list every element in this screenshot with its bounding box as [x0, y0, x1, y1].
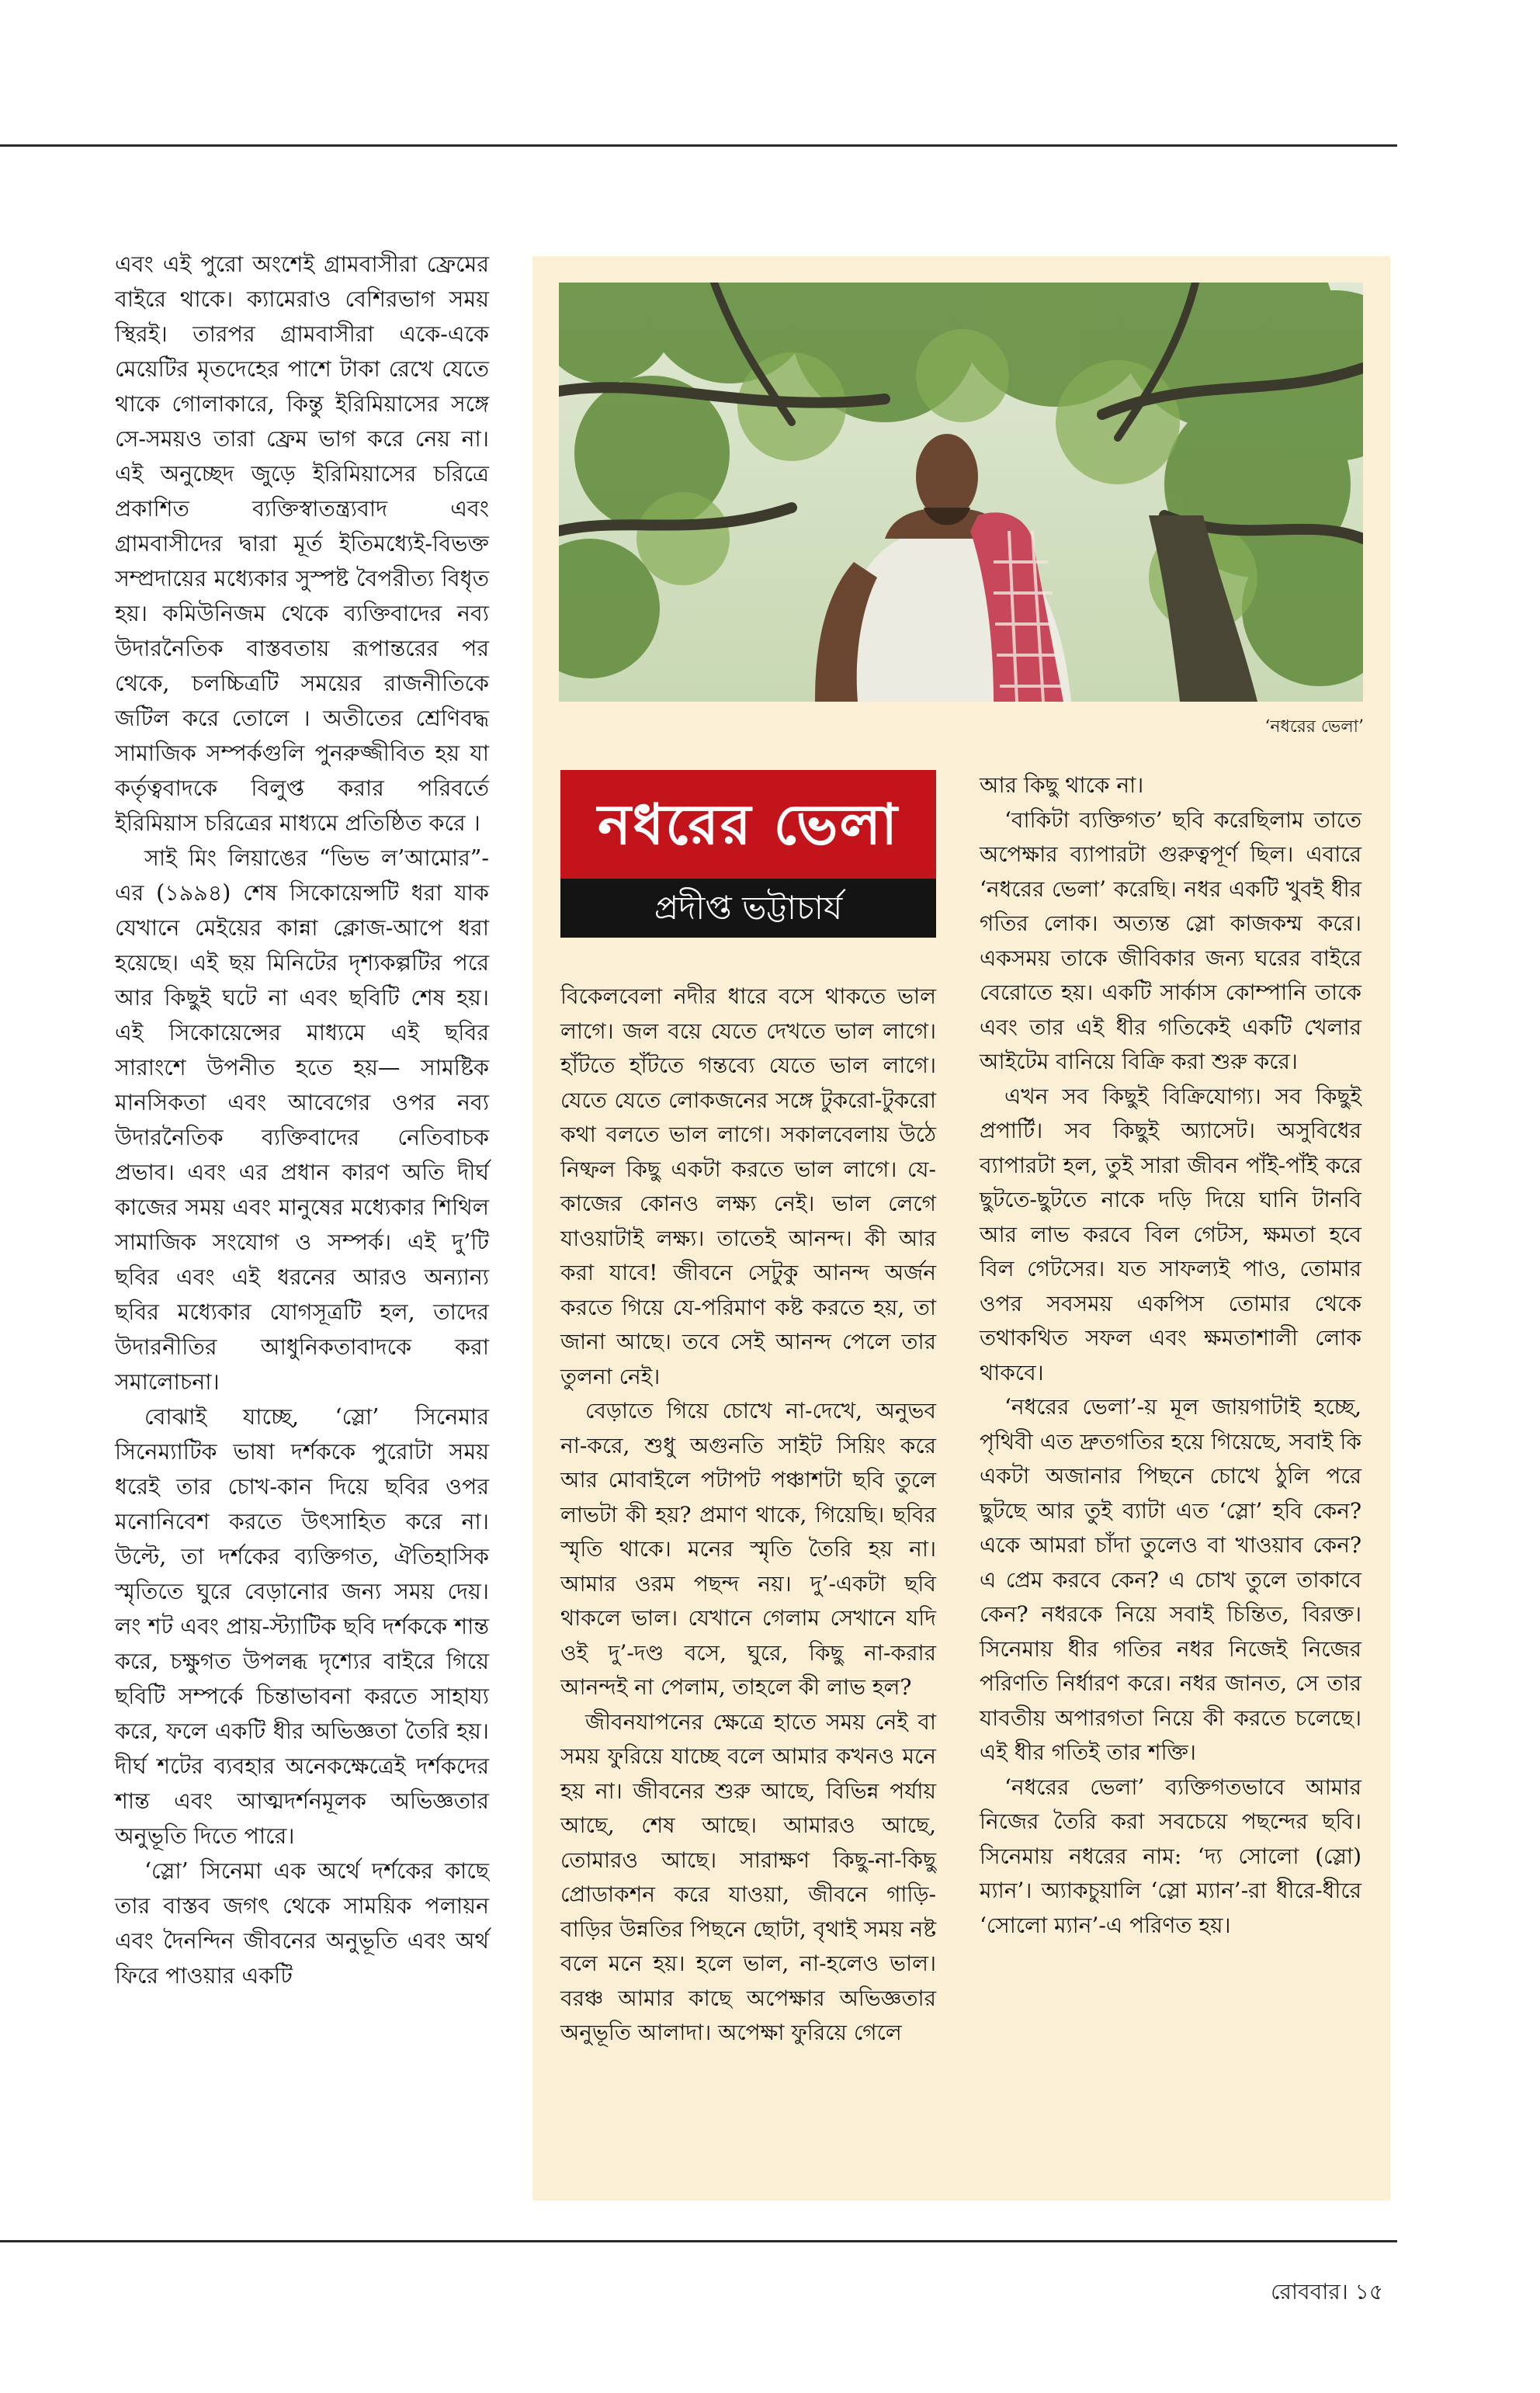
sidebar-middle-column [560, 980, 936, 2051]
paragraph: সাই মিং লিয়াঙের “ভিভ ল’আমোর”-এর (১৯৯৪) শেষ সিকোয়েন্সটি ধরা যাক যেখানে মেইয়ের কান্না ক্লোজ-আপে ধরা হয়েছে। এই ছয় মিনিটের দৃশ্যকল্পটির পরে আর কিছুই ঘটে না এবং ছবিটি শেষ হয়। এই সিকোয়েন্সের মাধ্যমে এই ছবির সারাংশে উপনীত হতে হয়— সামষ্টিক মানসিকতা এবং আবেগের ওপর নব্য উদারনৈতিক ব্যক্তিবাদের নেতিবাচক প্রভাব। এবং এর প্রধান কারণ অতি দীর্ঘ কাজের সময় এবং মানুষের মধ্যেকার শিথিল সামাজিক সংযোগ ও সম্পর্ক। এই দু’টি ছবির এবং এই ধরনের আরও অন্যান্য ছবির মধ্যেকার যোগসূত্রটি হল, তাদের উদারনীতির আধুনিকতাবাদকে করা সমালোচনা। [115, 845, 489, 1395]
paragraph: বিকেলবেলা নদীর ধারে বসে থাকতে ভাল লাগে। জল বয়ে যেতে দেখতে ভাল লাগে। হাঁটতে হাঁটতে গন্তব্যে যেতে ভাল লাগে। যেতে যেতে লোকজনের সঙ্গে টুকরো-টুকরো কথা বলতে ভাল লাগে। সকালবেলায় উঠে নিষ্ফল কিছু একটা করতে ভাল লাগে। যে-কাজের কোনও লক্ষ্য নেই। ভাল লেগে যাওয়াটাই লক্ষ্য। তাতেই আনন্দ। কী আর করা যাবে! জীবনে সেটুকু আনন্দ অর্জন করতে গিয়ে যে-পরিমাণ কষ্ট করতে হয়, তা জানা আছে। তবে সেই আনন্দ পেলে তার তুলনা নেই। [560, 983, 936, 1389]
paragraph: আর কিছু থাকে না। [980, 772, 1144, 798]
article-title-block [560, 770, 936, 938]
paragraph: ‘বাকিটা ব্যক্তিগত’ ছবি করেছিলাম তাতে অপেক্ষার ব্যাপারটা গুরুত্বপূর্ণ ছিল। এবারে ‘নধরের ভেলা’ করেছি। নধর একটি খুবই ধীর গতির লোক। অত্যন্ত স্লো কাজকম্ম করে। একসময় তাকে জীবিকার জন্য ঘরের বাইরে বেরোতে হয়। একটি সার্কাস কোম্পানি তাকে এবং তার এই ধীর গতিকেই একটি খেলার আইটেম বানিয়ে বিক্রি করা শুরু করে। [980, 806, 1361, 1074]
sidebar-right-column [980, 768, 1361, 1943]
paragraph: বেড়াতে গিয়ে চোখে না-দেখে, অনুভব না-করে, শুধু অগুনতি সাইট সিয়িং করে আর মোবাইলে পটাপট পঞ্চাশটা ছবি তুলে লাভটা কী হয়? প্রমাণ থাকে, গিয়েছি। ছবির স্মৃতি থাকে। মনের স্মৃতি তৈরি হয় না। আমার ওরম পছন্দ নয়। দু’-একটা ছবি থাকলে ভাল। যেখানে গেলাম সেখানে যদি ওই দু’-দণ্ড বসে, ঘুরে, কিছু না-করার আনন্দই না পেলাম, তাহলে কী লাভ হল? [560, 1398, 936, 1700]
left-article-column [115, 247, 489, 1993]
page-footer: রোববার। ১৫ [1271, 2279, 1383, 2305]
film-still-photo [559, 283, 1363, 702]
paragraph: ‘স্লো’ সিনেমা এক অর্থে দর্শকের কাছে তার বাস্তব জগৎ থেকে সাময়িক পলায়ন এবং দৈনন্দিন জীবনের অনুভূতি এবং অর্থ ফিরে পাওয়ার একটি [115, 1858, 489, 1989]
paragraph: ‘নধরের ভেলা’-য় মূল জায়গাটাই হচ্ছে, পৃথিবী এত দ্রুতগতির হয়ে গিয়েছে, সবাই কি একটা অজানার পিছনে চোখে ঠুলি পরে ছুটছে আর তুই ব্যাটা এত ‘স্লো’ হবি কেন? একে আমরা চাঁদা তুলেও বা খাওয়াব কেন? এ প্রেম করবে কেন? এ চোখ তুলে তাকাবে কেন? নধরকে নিয়ে সবাই চিন্তিত, বিরক্ত। সিনেমায় ধীর গতির নধর নিজেই নিজের পরিণতি নির্ধারণ করে। নধর জানত, সে তার যাবতীয় অপারগতা নিয়ে কী করতে চলেছে। এই ধীর গতিই তার শক্তি। [980, 1394, 1361, 1765]
bottom-rule [0, 2240, 1397, 2242]
paragraph: এখন সব কিছুই বিক্রিযোগ্য। সব কিছুই প্রপার্টি। সব কিছুই অ্যাসেট। অসুবিধের ব্যাপারটা হল, তুই সারা জীবন পাঁই-পাঁই করে ছুটতে-ছুটতে নাকে দড়ি দিয়ে ঘানি টানবি আর লাভ করবে বিল গেটস, ক্ষমতা হবে বিল গেটসের। যত সাফল্যই পাও, তোমার ওপর সবসময় একপিস তোমার থেকে তথাকথিত সফল এবং ক্ষমতাশালী লোক থাকবে। [980, 1083, 1361, 1386]
paragraph: এবং এই পুরো অংশেই গ্রামবাসীরা ফ্রেমের বাইরে থাকে। ক্যামেরাও বেশিরভাগ সময় স্থিরই। তারপর গ্রামবাসীরা একে-একে মেয়েটির মৃতদেহের পাশে টাকা রেখে যেতে থাকে গোলাকারে, কিন্তু ইরিমিয়াসের সঙ্গে সে-সময়ও তারা ফ্রেম ভাগ করে নেয় না। এই অনুচ্ছেদ জুড়ে ইরিমিয়াসের চরিত্রে প্রকাশিত ব্যক্তিস্বাতন্ত্র্যবাদ এবং গ্রামবাসীদের দ্বারা মূর্ত ইতিমধ্যেই-বিভক্ত সম্প্রদায়ের মধ্যেকার সুস্পষ্ট বৈপরীত্য বিধৃত হয়। কমিউনিজম থেকে ব্যক্তিবাদের নব্য উদারনৈতিক বাস্তবতায় রূপান্তরের পর থেকে, চলচ্চিত্রটি সময়ের রাজনীতিকে জটিল করে তোলে । অতীতের শ্রেণিবদ্ধ সামাজিক সম্পর্কগুলি পুনরুজ্জীবিত হয় যা কর্তৃত্ববাদকে বিলুপ্ত করার পরিবর্তে ইরিমিয়াস চরিত্রের মাধ্যমে প্রতিষ্ঠিত করে । [115, 251, 489, 836]
photo-caption: ‘নধরের ভেলা’ [1264, 717, 1364, 737]
paragraph: বোঝাই যাচ্ছে, ‘স্লো’ সিনেমার সিনেম্যাটিক ভাষা দর্শককে পুরোটা সময় ধরেই তার চোখ-কান দিয়ে ছবির ওপর মনোনিবেশ করতে উৎসাহিত করে না। উল্টে, তা দর্শকের ব্যক্তিগত, ঐতিহাসিক স্মৃতিতে ঘুরে বেড়ানোর জন্য সময় দেয়। লং শট এবং প্রায়-স্ট্যাটিক ছবি দর্শককে শান্ত করে, চক্ষুগত উপলব্ধ দৃশ্যের বাইরে গিয়ে ছবিটি সম্পর্কে চিন্তাভাবনা করতে সাহায্য করে, ফলে একটি ধীর অভিজ্ঞতা তৈরি হয়। দীর্ঘ শটের ব্যবহার অনেকক্ষেত্রেই দর্শকদের শান্ত এবং আত্মদর্শনমূলক অভিজ্ঞতার অনুভূতি দিতে পারে। [115, 1404, 489, 1849]
paragraph: ‘নধরের ভেলা’ ব্যক্তিগতভাবে আমার নিজের তৈরি করা সবচেয়ে পছন্দের ছবি। সিনেমায় নধরের নাম: ‘দ্য সোলো (স্লো) ম্যান’। অ্যাকচুয়ালি ‘স্লো ম্যান’-রা ধীরে-ধীরে ‘সোলো ম্যান’-এ পরিণত হয়। [980, 1774, 1361, 1938]
article-author: প্রদীপ্ত ভট্টাচার্য [560, 879, 936, 938]
sidebar-box [532, 256, 1390, 2201]
article-title: নধরের ভেলা [560, 770, 936, 879]
paragraph: জীবনযাপনের ক্ষেত্রে হাতে সময় নেই বা সময় ফুরিয়ে যাচ্ছে বলে আমার কখনও মনে হয় না। জীবনের শুরু আছে, বিভিন্ন পর্যায় আছে, শেষ আছে। আমারও আছে, তোমারও আছে। সারাক্ষণ কিছু-না-কিছু প্রোডাকশন করে যাওয়া, জীবনে গাড়ি-বাড়ির উন্নতির পিছনে ছোটা, বৃথাই সময় নষ্ট বলে মনে হয়। হলে ভাল, না-হলেও ভাল। বরঞ্চ আমার কাছে অপেক্ষার অভিজ্ঞতার অনুভূতি আলাদা। অপেক্ষা ফুরিয়ে গেলে [560, 1708, 936, 2045]
top-rule [0, 144, 1397, 147]
